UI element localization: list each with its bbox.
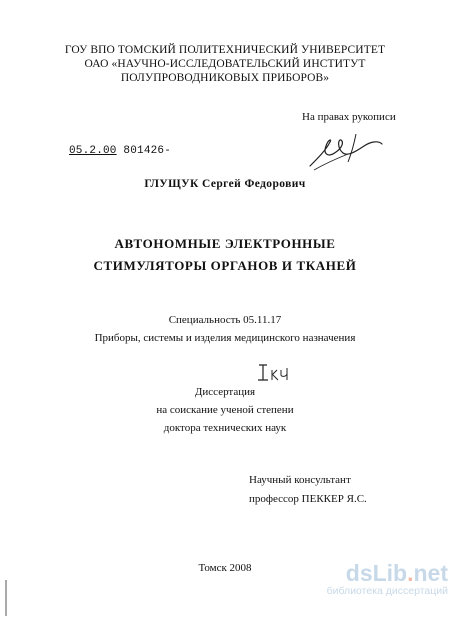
stamp-date: 05.2.00 <box>69 145 117 157</box>
dissertation-title-line-1: АВТОНОМНЫЕ ЭЛЕКТРОННЫЕ <box>114 236 336 251</box>
degree-type: Диссертация <box>194 386 256 398</box>
degree-purpose: на соискание ученой степени <box>156 404 294 416</box>
watermark-logo-dot: . <box>407 560 414 586</box>
watermark-logo-main: dsLib <box>345 560 408 586</box>
watermark-subtitle: библиотека диссертаций <box>326 585 448 597</box>
organization-header <box>0 43 450 85</box>
org-line-1: ГОУ ВПО ТОМСКИЙ ПОЛИТЕХНИЧЕСКИЙ УНИВЕРСИТЕТ <box>64 44 386 56</box>
library-stamp <box>69 145 171 157</box>
author-name: ГЛУЩУК Сергей Федорович <box>144 178 306 190</box>
watermark-logo <box>303 560 448 587</box>
watermark-logo-tld: net <box>413 560 448 586</box>
handwritten-mark-icon <box>256 362 292 382</box>
degree-name: доктора технических наук <box>163 422 287 434</box>
dissertation-title-line-2: СТИМУЛЯТОРЫ ОРГАНОВ И ТКАНЕЙ <box>93 258 357 273</box>
page-edge-mark-icon <box>5 580 11 616</box>
dslib-watermark <box>303 560 448 597</box>
consultant-role: Научный консультант <box>249 474 351 486</box>
org-line-2: ОАО «НАУЧНО-ИССЛЕДОВАТЕЛЬСКИЙ ИНСТИТУТ <box>84 58 366 70</box>
rights-note: На правах рукописи <box>302 111 396 123</box>
consultant-name: профессор ПЕККЕР Я.С. <box>249 493 367 505</box>
city-year: Томск 2008 <box>198 562 252 574</box>
signature-icon <box>308 128 388 173</box>
stamp-number: 801426- <box>123 145 172 157</box>
specialty-code: Специальность 05.11.17 <box>168 314 282 326</box>
org-line-3: ПОЛУПРОВОДНИКОВЫХ ПРИБОРОВ» <box>120 72 330 84</box>
specialty-name: Приборы, системы и изделия медицинского назначения <box>94 332 356 344</box>
